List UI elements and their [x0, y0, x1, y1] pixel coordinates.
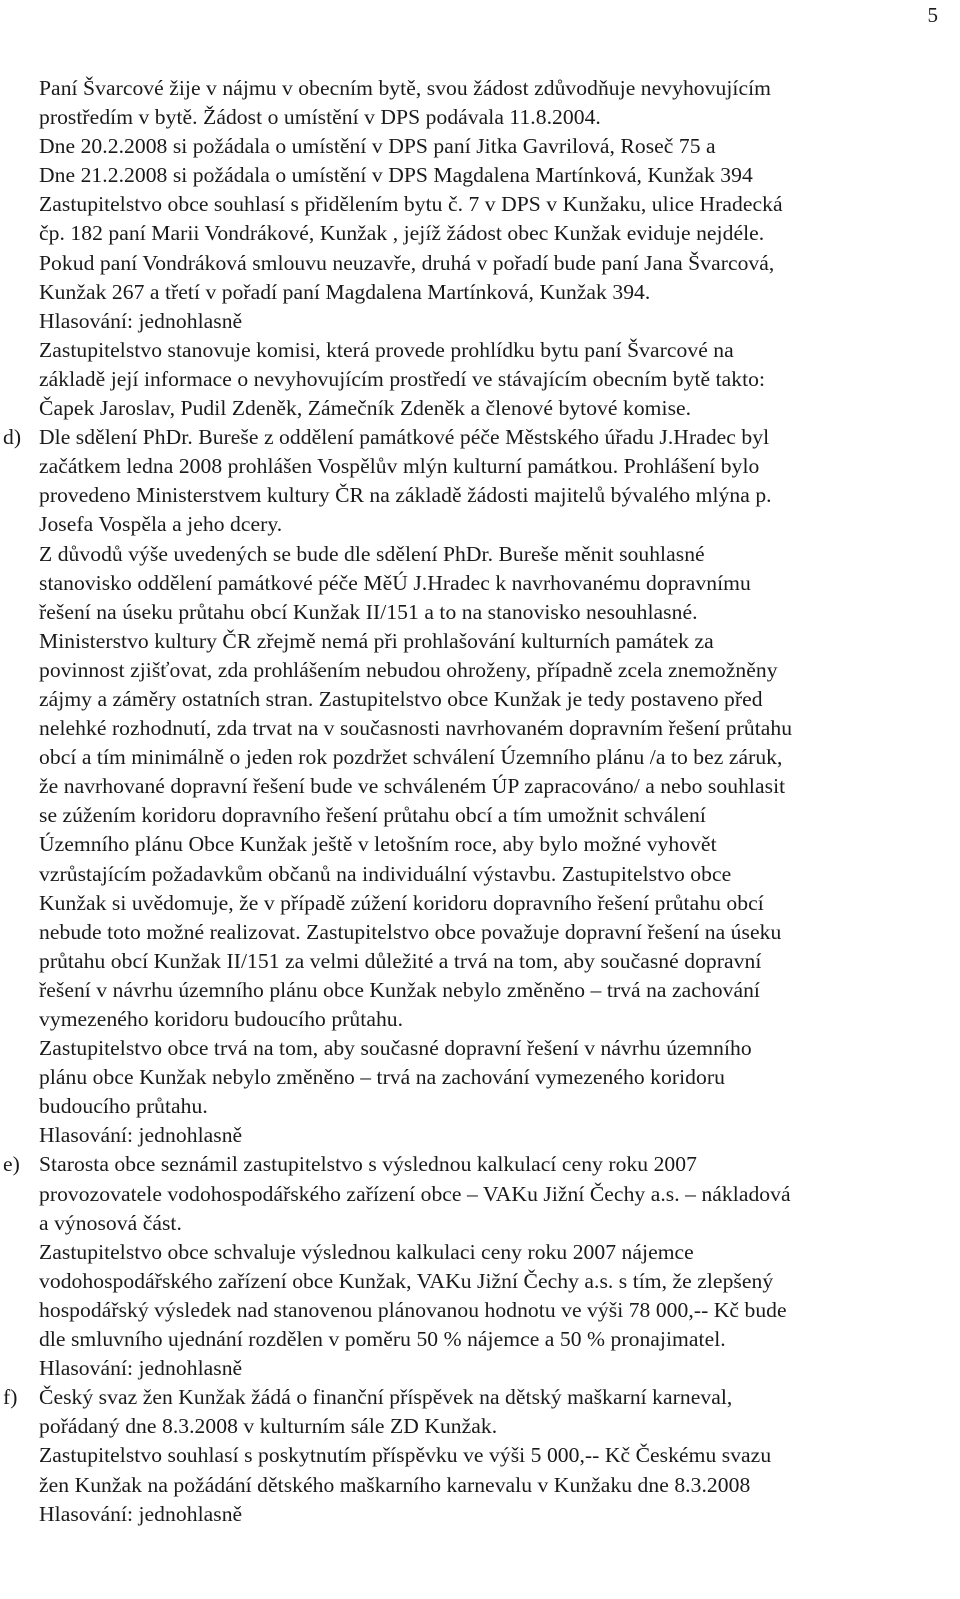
line-text: Územního plánu Obce Kunžak ještě v letošním roce, aby bylo možné vyhovět [39, 832, 717, 857]
text-line [0, 569, 960, 598]
line-text: nebude toto možné realizovat. Zastupitelstvo obce považuje dopravní řešení na úseku [39, 919, 782, 944]
text-line [0, 1005, 960, 1034]
line-text: řešení na úseku průtahu obcí Kunžak II/151 a to na stanovisko nesouhlasné. [39, 599, 698, 624]
line-text: Kunžak 267 a třetí v pořadí paní Magdalena Martínková, Kunžak 394. [39, 279, 651, 304]
line-text: žen Kunžak na požádání dětského maškarního karnevalu v Kunžaku dne 8.3.2008 [39, 1472, 751, 1497]
line-text: Z důvodů výše uvedených se bude dle sdělení PhDr. Bureše měnit souhlasné [39, 541, 705, 566]
line-text: Kunžak si uvědomuje, že v případě zúžení koridoru dopravního řešení průtahu obcí [39, 890, 764, 915]
line-text: Ministerstvo kultury ČR zřejmě nemá při prohlašování kulturních památek za [39, 628, 714, 653]
line-text: Zastupitelstvo obce schvaluje výslednou kalkulaci ceny roku 2007 nájemce [39, 1239, 694, 1264]
line-text: zájmy a záměry ostatních stran. Zastupitelstvo obce Kunžak je tedy postaveno před [39, 686, 763, 711]
text-line [0, 394, 960, 423]
text-line [0, 1441, 960, 1470]
line-text: budoucího průtahu. [39, 1094, 208, 1119]
line-text: začátkem ledna 2008 prohlášen Vospělův mlýn kulturní památkou. Prohlášení bylo [39, 454, 760, 479]
line-text: Zastupitelstvo stanovuje komisi, která provede prohlídku bytu paní Švarcové na [39, 337, 734, 362]
line-text: Dle sdělení PhDr. Bureše z oddělení památkové péče Městského úřadu J.Hradec byl [39, 425, 770, 450]
line-text: řešení v návrhu územního plánu obce Kunžak nebylo změněno – trvá na zachování [39, 977, 760, 1002]
line-text: prostředím v bytě. Žádost o umístění v DPS podávala 11.8.2004. [39, 105, 601, 130]
line-text: Zastupitelstvo obce trvá na tom, aby současné dopravní řešení v návrhu územního [39, 1036, 752, 1061]
line-text: Dne 20.2.2008 si požádala o umístění v DPS paní Jitka Gavrilová, Roseč 75 a [39, 134, 716, 159]
text-line [0, 365, 960, 394]
text-line [0, 889, 960, 918]
line-text: Hlasování: jednohlasně [39, 1356, 243, 1381]
text-line [0, 598, 960, 627]
line-text: Zastupitelstvo obce souhlasí s přidělením bytu č. 7 v DPS v Kunžaku, ulice Hradecká [39, 192, 783, 217]
text-line [0, 1209, 960, 1238]
text-line [0, 627, 960, 656]
text-line [0, 249, 960, 278]
text-line [0, 336, 960, 365]
text-line [0, 656, 960, 685]
text-line [0, 1121, 960, 1150]
line-text: Paní Švarcové žije v nájmu v obecním bytě, svou žádost zdůvodňuje nevyhovujícím [39, 76, 771, 100]
list-marker: e) [3, 1152, 20, 1177]
line-text: Český svaz žen Kunžak žádá o finanční příspěvek na dětský maškarní karneval, [39, 1385, 733, 1410]
text-line [0, 132, 960, 161]
text-line [0, 1063, 960, 1092]
text-line [0, 830, 960, 859]
line-text: Pokud paní Vondráková smlouvu neuzavře, druhá v pořadí bude paní Jana Švarcová, [39, 250, 775, 275]
text-line [0, 947, 960, 976]
line-text: vzrůstajícím požadavkům občanů na individuální výstavbu. Zastupitelstvo obce [39, 861, 732, 886]
text-line [0, 307, 960, 336]
line-text: Čapek Jaroslav, Pudil Zdeněk, Zámečník Zdeněk a členové bytové komise. [39, 396, 692, 421]
line-text: nelehké rozhodnutí, zda trvat na v současnosti navrhovaném dopravním řešení průtahu [39, 716, 793, 741]
text-line [0, 103, 960, 132]
line-text: a výnosová část. [39, 1210, 182, 1235]
line-text: provozovatele vodohospodářského zařízení obce – VAKu Jižní Čechy a.s. – nákladová [39, 1181, 791, 1206]
line-text: obcí a tím minimálně o jeden rok pozdržet schválení Územního plánu /a to bez záruk, [39, 745, 783, 770]
list-marker: d) [3, 425, 22, 450]
line-text: plánu obce Kunžak nebylo změněno – trvá na zachování vymezeného koridoru [39, 1065, 725, 1090]
text-line [0, 278, 960, 307]
line-text: povinnost zjišťovat, zda prohlášením nebudou ohroženy, případně zcela znemožněny [39, 657, 778, 682]
text-line [0, 860, 960, 889]
text-line [0, 1180, 960, 1209]
text-line [0, 190, 960, 219]
line-text: Josefa Vospěla a jeho dcery. [39, 512, 283, 537]
line-text: pořádaný dne 8.3.2008 v kulturním sále ZD Kunžak. [39, 1414, 498, 1439]
line-text: Hlasování: jednohlasně [39, 1123, 243, 1148]
line-text: Dne 21.2.2008 si požádala o umístění v DPS Magdalena Martínková, Kunžak 394 [39, 163, 753, 188]
page-number: 5 [927, 3, 938, 27]
text-line [0, 1296, 960, 1325]
text-line [0, 801, 960, 830]
text-line [0, 540, 960, 569]
text-line [0, 1150, 960, 1179]
line-text: základě její informace o nevyhovujícím prostředí ve stávajícím obecním bytě takto: [39, 366, 766, 391]
text-line [0, 161, 960, 190]
line-text: vymezeného koridoru budoucího průtahu. [39, 1007, 404, 1031]
text-line [0, 1092, 960, 1121]
text-line [0, 423, 960, 452]
line-text: stanovisko oddělení památkové péče MěÚ J.Hradec k navrhovanému dopravnímu [39, 570, 751, 595]
line-text: provedeno Ministerstvem kultury ČR na základě žádosti majitelů bývalého mlýna p. [39, 483, 772, 508]
document-body [0, 74, 960, 1529]
text-line [0, 452, 960, 481]
text-line [0, 481, 960, 510]
line-text: se zúžením koridoru dopravního řešení průtahu obcí a tím umožnit schválení [39, 803, 706, 828]
text-line [0, 510, 960, 539]
text-line [0, 772, 960, 801]
line-text: vodohospodářského zařízení obce Kunžak, VAKu Jižní Čechy a.s. s tím, že zlepšený [39, 1268, 774, 1293]
line-text: Zastupitelstvo souhlasí s poskytnutím příspěvku ve výši 5 000,-- Kč Českému svazu [39, 1443, 772, 1468]
text-line [0, 1354, 960, 1383]
line-text: že navrhované dopravní řešení bude ve schváleném ÚP zapracováno/ a nebo souhlasit [39, 774, 786, 799]
line-text: Hlasování: jednohlasně [39, 1501, 243, 1526]
line-text: průtahu obcí Kunžak II/151 za velmi důležité a trvá na tom, aby současné dopravní [39, 948, 762, 973]
text-line [0, 1325, 960, 1354]
text-line [0, 74, 960, 103]
text-line [0, 918, 960, 947]
text-line [0, 1238, 960, 1267]
line-text: hospodářský výsledek nad stanovenou plánovanou hodnotu ve výši 78 000,-- Kč bude [39, 1297, 787, 1322]
text-line [0, 1471, 960, 1500]
text-line [0, 976, 960, 1005]
line-text: dle smluvního ujednání rozdělen v poměru 50 % nájemce a 50 % pronajimatel. [39, 1327, 726, 1352]
text-line [0, 743, 960, 772]
text-line [0, 1267, 960, 1296]
text-line [0, 1034, 960, 1063]
line-text: čp. 182 paní Marii Vondrákové, Kunžak , jejíž žádost obec Kunžak eviduje nejdéle. [39, 221, 765, 246]
text-line [0, 714, 960, 743]
text-line [0, 685, 960, 714]
text-line [0, 219, 960, 248]
text-line [0, 1500, 960, 1529]
line-text: Starosta obce seznámil zastupitelstvo s výslednou kalkulací ceny roku 2007 [39, 1152, 697, 1177]
text-line [0, 1383, 960, 1412]
text-line [0, 1412, 960, 1441]
line-text: Hlasování: jednohlasně [39, 308, 243, 333]
list-marker: f) [3, 1385, 18, 1410]
